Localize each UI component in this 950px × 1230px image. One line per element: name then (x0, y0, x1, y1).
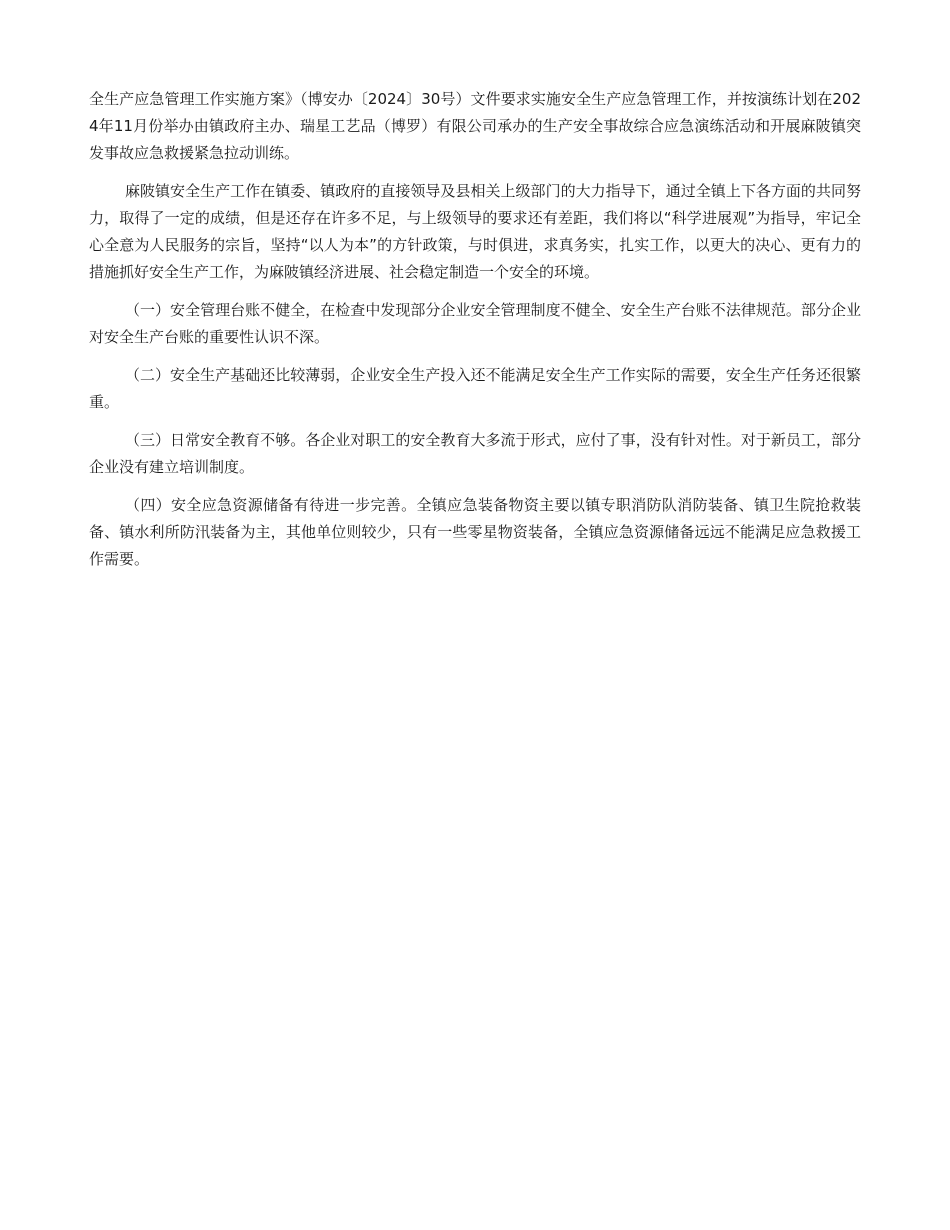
paragraph-issue-4: （四）安全应急资源储备有待进一步完善。全镇应急装备物资主要以镇专职消防队消防装备、镇卫生院抢救装备、镇水利所防汛装备为主，其他单位则较少，只有一些零星物资装备，全镇应急资源储备远远不能满足应急救援工作需要。 (89, 496, 861, 568)
paragraph-issue-1: （一）安全管理台账不健全，在检查中发现部分企业安全管理制度不健全、安全生产台账不法律规范。部分企业对安全生产台账的重要性认识不深。 (89, 301, 861, 346)
paragraph-issue-3: （三）日常安全教育不够。各企业对职工的安全教育大多流于形式，应付了事，没有针对性。对于新员工，部分企业没有建立培训制度。 (89, 431, 861, 476)
paragraph-issue-2: （二）安全生产基础还比较薄弱，企业安全生产投入还不能满足安全生产工作实际的需要，安全生产任务还很繁重。 (89, 366, 861, 411)
paragraph-summary: 麻陂镇安全生产工作在镇委、镇政府的直接领导及县相关上级部门的大力指导下，通过全镇上下各方面的共同努力，取得了一定的成绩，但是还存在许多不足，与上级领导的要求还有差距，我们将以“科学进展观”为指导，牢记全心全意为人民服务的宗旨，坚持“以人为本”的方针政策，与时俱进，求真务实，扎实工作，以更大的决心、更有力的措施抓好安全生产工作，为麻陂镇经济进展、社会稳定制造一个安全的环境。 (89, 182, 861, 281)
paragraph-continuation: 全生产应急管理工作实施方案》（博安办〔2024〕30号）文件要求实施安全生产应急管理工作，并按演练计划在2024年11月份举办由镇政府主办、瑞星工艺品（博罗）有限公司承办的生产安全事故综合应急演练活动和开展麻陂镇突发事故应急救援紧急拉动训练。 (89, 90, 861, 162)
document-page (89, 86, 861, 584)
